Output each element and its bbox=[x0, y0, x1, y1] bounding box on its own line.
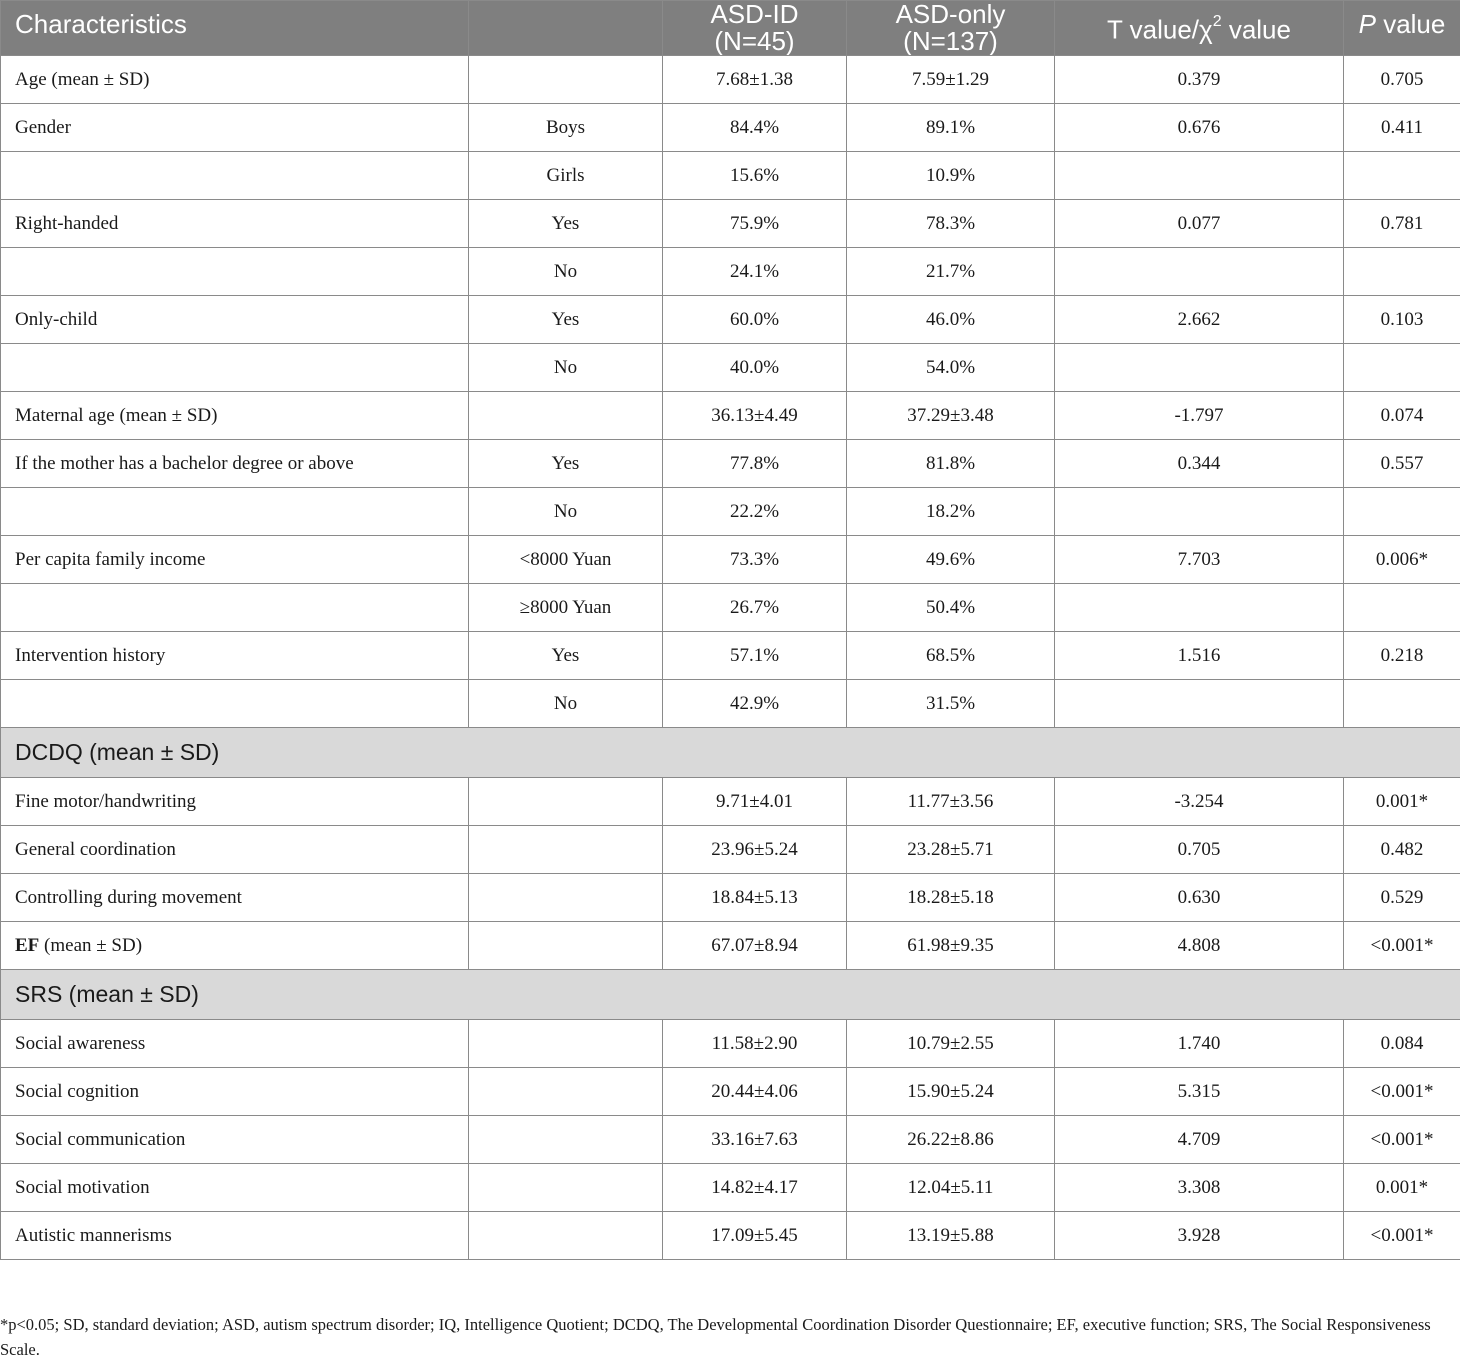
t-value bbox=[1055, 488, 1344, 536]
t-value bbox=[1055, 152, 1344, 200]
asd-id-value: 33.16±7.63 bbox=[663, 1116, 847, 1164]
table-row bbox=[1, 632, 1460, 680]
asd-id-value: 77.8% bbox=[663, 440, 847, 488]
p-value bbox=[1344, 584, 1460, 632]
row-label bbox=[1, 584, 469, 632]
t-value: 5.315 bbox=[1055, 1068, 1344, 1116]
row-subcategory bbox=[469, 1020, 663, 1068]
t-value: 0.379 bbox=[1055, 56, 1344, 104]
asd-id-value: 22.2% bbox=[663, 488, 847, 536]
asd-only-value: 7.59±1.29 bbox=[847, 56, 1055, 104]
p-value: 0.074 bbox=[1344, 392, 1460, 440]
t-value bbox=[1055, 680, 1344, 728]
table-row bbox=[1, 680, 1460, 728]
table-row bbox=[1, 200, 1460, 248]
t-value: 1.740 bbox=[1055, 1020, 1344, 1068]
row-subcategory: <8000 Yuan bbox=[469, 536, 663, 584]
asd-id-value: 40.0% bbox=[663, 344, 847, 392]
row-subcategory: ≥8000 Yuan bbox=[469, 584, 663, 632]
asd-only-value: 12.04±5.11 bbox=[847, 1164, 1055, 1212]
t-value: 2.662 bbox=[1055, 296, 1344, 344]
row-subcategory: No bbox=[469, 248, 663, 296]
header-characteristics: Characteristics bbox=[1, 1, 469, 56]
asd-only-value: 54.0% bbox=[847, 344, 1055, 392]
table-row bbox=[1, 296, 1460, 344]
header-p-rest: value bbox=[1376, 9, 1445, 39]
t-value: 1.516 bbox=[1055, 632, 1344, 680]
asd-only-value: 61.98±9.35 bbox=[847, 922, 1055, 970]
p-value: 0.006* bbox=[1344, 536, 1460, 584]
row-label: Social motivation bbox=[1, 1164, 469, 1212]
table-body bbox=[1, 56, 1460, 1260]
asd-only-value: 15.90±5.24 bbox=[847, 1068, 1055, 1116]
asd-only-value: 81.8% bbox=[847, 440, 1055, 488]
asd-id-value: 84.4% bbox=[663, 104, 847, 152]
row-label bbox=[1, 344, 469, 392]
row-subcategory bbox=[469, 874, 663, 922]
asd-only-value: 89.1% bbox=[847, 104, 1055, 152]
row-subcategory bbox=[469, 922, 663, 970]
header-p-italic: P bbox=[1359, 9, 1376, 39]
t-value bbox=[1055, 584, 1344, 632]
row-subcategory bbox=[469, 56, 663, 104]
p-value: 0.557 bbox=[1344, 440, 1460, 488]
asd-id-value: 7.68±1.38 bbox=[663, 56, 847, 104]
asd-only-value: 18.2% bbox=[847, 488, 1055, 536]
t-value bbox=[1055, 344, 1344, 392]
asd-only-value: 31.5% bbox=[847, 680, 1055, 728]
row-subcategory: Yes bbox=[469, 440, 663, 488]
asd-id-value: 9.71±4.01 bbox=[663, 778, 847, 826]
section-dcdq-label: DCDQ (mean ± SD) bbox=[1, 728, 1460, 778]
p-value: 0.482 bbox=[1344, 826, 1460, 874]
ef-label-rest: (mean ± SD) bbox=[39, 935, 142, 956]
asd-id-value: 26.7% bbox=[663, 584, 847, 632]
row-label: Only-child bbox=[1, 296, 469, 344]
p-value: 0.781 bbox=[1344, 200, 1460, 248]
table-row bbox=[1, 874, 1460, 922]
header-asd-id-line2: (N=45) bbox=[714, 26, 794, 56]
row-label: Age (mean ± SD) bbox=[1, 56, 469, 104]
table-row bbox=[1, 440, 1460, 488]
p-value bbox=[1344, 152, 1460, 200]
t-value: 0.344 bbox=[1055, 440, 1344, 488]
header-t-value bbox=[1055, 1, 1344, 56]
header-p-value bbox=[1344, 1, 1460, 56]
table-row bbox=[1, 152, 1460, 200]
row-label: Maternal age (mean ± SD) bbox=[1, 392, 469, 440]
table-row bbox=[1, 488, 1460, 536]
table-row-ef bbox=[1, 922, 1460, 970]
t-value: 3.928 bbox=[1055, 1212, 1344, 1260]
row-label bbox=[1, 248, 469, 296]
section-srs bbox=[1, 970, 1460, 1020]
header-t-suffix: value bbox=[1222, 15, 1291, 45]
row-subcategory bbox=[469, 778, 663, 826]
row-label: Fine motor/handwriting bbox=[1, 778, 469, 826]
header-t-prefix: T value/ bbox=[1107, 15, 1199, 45]
asd-id-value: 18.84±5.13 bbox=[663, 874, 847, 922]
p-value: 0.001* bbox=[1344, 1164, 1460, 1212]
table-row bbox=[1, 392, 1460, 440]
row-subcategory bbox=[469, 392, 663, 440]
row-subcategory: No bbox=[469, 344, 663, 392]
asd-id-value: 15.6% bbox=[663, 152, 847, 200]
t-value: 3.308 bbox=[1055, 1164, 1344, 1212]
asd-only-value: 18.28±5.18 bbox=[847, 874, 1055, 922]
row-label: Intervention history bbox=[1, 632, 469, 680]
row-subcategory bbox=[469, 1212, 663, 1260]
asd-only-value: 37.29±3.48 bbox=[847, 392, 1055, 440]
row-subcategory bbox=[469, 1116, 663, 1164]
p-value bbox=[1344, 488, 1460, 536]
asd-id-value: 60.0% bbox=[663, 296, 847, 344]
row-subcategory: Boys bbox=[469, 104, 663, 152]
asd-id-value: 17.09±5.45 bbox=[663, 1212, 847, 1260]
table-row bbox=[1, 826, 1460, 874]
p-value: <0.001* bbox=[1344, 1116, 1460, 1164]
header-asd-only bbox=[847, 1, 1055, 56]
row-label: Gender bbox=[1, 104, 469, 152]
asd-only-value: 10.9% bbox=[847, 152, 1055, 200]
header-asd-only-line1: ASD-only bbox=[896, 1, 1006, 30]
t-value: 4.808 bbox=[1055, 922, 1344, 970]
row-subcategory bbox=[469, 826, 663, 874]
row-label: Right-handed bbox=[1, 200, 469, 248]
header-t-chi: χ bbox=[1199, 15, 1213, 45]
row-label: If the mother has a bachelor degree or above bbox=[1, 440, 469, 488]
asd-only-value: 26.22±8.86 bbox=[847, 1116, 1055, 1164]
asd-id-value: 73.3% bbox=[663, 536, 847, 584]
asd-only-value: 78.3% bbox=[847, 200, 1055, 248]
table-row bbox=[1, 778, 1460, 826]
t-value: -3.254 bbox=[1055, 778, 1344, 826]
asd-only-value: 68.5% bbox=[847, 632, 1055, 680]
row-label: Social cognition bbox=[1, 1068, 469, 1116]
table-header-row bbox=[1, 1, 1460, 56]
header-t-sup: 2 bbox=[1213, 13, 1222, 30]
p-value bbox=[1344, 344, 1460, 392]
row-label bbox=[1, 680, 469, 728]
row-label bbox=[1, 488, 469, 536]
asd-only-value: 21.7% bbox=[847, 248, 1055, 296]
row-label bbox=[1, 152, 469, 200]
ef-label-bold: EF bbox=[15, 935, 39, 956]
table-row bbox=[1, 1212, 1460, 1260]
table-row bbox=[1, 536, 1460, 584]
t-value: 4.709 bbox=[1055, 1116, 1344, 1164]
table-footnote: *p<0.05; SD, standard deviation; ASD, autism spectrum disorder; IQ, Intelligence Quotient; DCDQ, The Developmental Coordination Disorder Questionnaire; EF, executive function; SRS, The Social Responsiveness Scale. bbox=[0, 1310, 1460, 1362]
table-row bbox=[1, 1116, 1460, 1164]
header-asd-id bbox=[663, 1, 847, 56]
p-value: 0.084 bbox=[1344, 1020, 1460, 1068]
asd-id-value: 14.82±4.17 bbox=[663, 1164, 847, 1212]
row-subcategory: No bbox=[469, 488, 663, 536]
row-subcategory: Yes bbox=[469, 200, 663, 248]
section-dcdq bbox=[1, 728, 1460, 778]
table-row bbox=[1, 248, 1460, 296]
t-value: -1.797 bbox=[1055, 392, 1344, 440]
asd-only-value: 46.0% bbox=[847, 296, 1055, 344]
t-value: 7.703 bbox=[1055, 536, 1344, 584]
asd-id-value: 42.9% bbox=[663, 680, 847, 728]
row-subcategory: Yes bbox=[469, 296, 663, 344]
p-value: 0.218 bbox=[1344, 632, 1460, 680]
row-subcategory: Girls bbox=[469, 152, 663, 200]
table-row bbox=[1, 104, 1460, 152]
asd-id-value: 57.1% bbox=[663, 632, 847, 680]
section-srs-label: SRS (mean ± SD) bbox=[1, 970, 1460, 1020]
row-label: Social awareness bbox=[1, 1020, 469, 1068]
row-label bbox=[1, 922, 469, 970]
row-label: Autistic mannerisms bbox=[1, 1212, 469, 1260]
row-subcategory: Yes bbox=[469, 632, 663, 680]
t-value bbox=[1055, 248, 1344, 296]
row-label: General coordination bbox=[1, 826, 469, 874]
asd-id-value: 23.96±5.24 bbox=[663, 826, 847, 874]
table-row bbox=[1, 1020, 1460, 1068]
t-value: 0.077 bbox=[1055, 200, 1344, 248]
row-subcategory bbox=[469, 1068, 663, 1116]
asd-only-value: 13.19±5.88 bbox=[847, 1212, 1055, 1260]
asd-id-value: 24.1% bbox=[663, 248, 847, 296]
table-row bbox=[1, 1068, 1460, 1116]
p-value bbox=[1344, 248, 1460, 296]
row-subcategory bbox=[469, 1164, 663, 1212]
header-subcategory bbox=[469, 1, 663, 56]
asd-only-value: 49.6% bbox=[847, 536, 1055, 584]
p-value: <0.001* bbox=[1344, 1212, 1460, 1260]
table-row bbox=[1, 344, 1460, 392]
row-label: Controlling during movement bbox=[1, 874, 469, 922]
p-value: 0.705 bbox=[1344, 56, 1460, 104]
t-value: 0.676 bbox=[1055, 104, 1344, 152]
table-row bbox=[1, 584, 1460, 632]
header-asd-id-line1: ASD-ID bbox=[710, 1, 798, 30]
table-row bbox=[1, 1164, 1460, 1212]
p-value: 0.529 bbox=[1344, 874, 1460, 922]
row-label: Social communication bbox=[1, 1116, 469, 1164]
row-label: Per capita family income bbox=[1, 536, 469, 584]
asd-id-value: 75.9% bbox=[663, 200, 847, 248]
p-value: <0.001* bbox=[1344, 922, 1460, 970]
asd-only-value: 50.4% bbox=[847, 584, 1055, 632]
asd-only-value: 10.79±2.55 bbox=[847, 1020, 1055, 1068]
t-value: 0.705 bbox=[1055, 826, 1344, 874]
asd-only-value: 23.28±5.71 bbox=[847, 826, 1055, 874]
p-value: 0.001* bbox=[1344, 778, 1460, 826]
p-value: <0.001* bbox=[1344, 1068, 1460, 1116]
asd-only-value: 11.77±3.56 bbox=[847, 778, 1055, 826]
asd-id-value: 20.44±4.06 bbox=[663, 1068, 847, 1116]
table-row bbox=[1, 56, 1460, 104]
p-value: 0.103 bbox=[1344, 296, 1460, 344]
p-value: 0.411 bbox=[1344, 104, 1460, 152]
asd-id-value: 36.13±4.49 bbox=[663, 392, 847, 440]
header-asd-only-line2: (N=137) bbox=[903, 26, 998, 56]
asd-id-value: 67.07±8.94 bbox=[663, 922, 847, 970]
t-value: 0.630 bbox=[1055, 874, 1344, 922]
asd-id-value: 11.58±2.90 bbox=[663, 1020, 847, 1068]
row-subcategory: No bbox=[469, 680, 663, 728]
p-value bbox=[1344, 680, 1460, 728]
